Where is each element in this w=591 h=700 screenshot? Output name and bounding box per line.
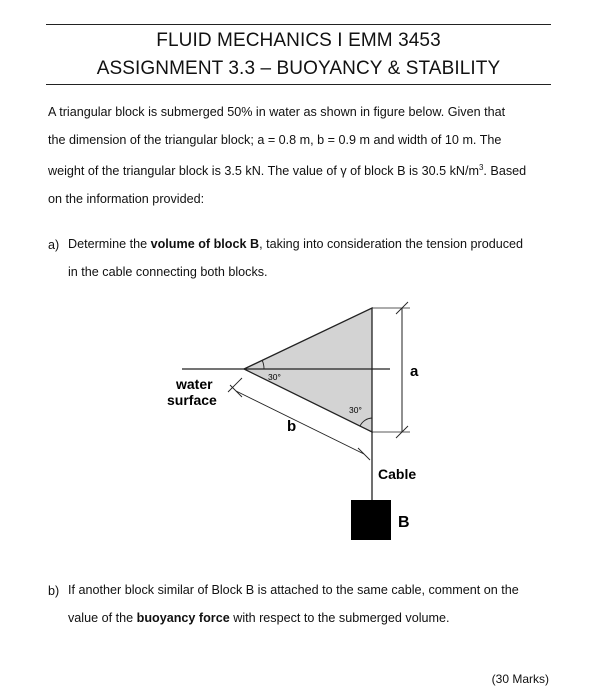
water-label: water: [176, 376, 213, 392]
angle-bottom-label: 30°: [349, 405, 362, 415]
surface-label: surface: [167, 392, 217, 408]
question-a-text: Determine the volume of block B, taking into consideration the tension produced in the cable connecting both blocks.: [68, 237, 524, 279]
intro-line-1: A triangular block is submerged 50% in water as shown in figure below. Given that: [48, 105, 506, 119]
dimension-b-start-tick: [230, 385, 242, 397]
question-b-label: b): [48, 584, 60, 598]
intro-line-4: on the information provided:: [48, 192, 205, 207]
cable-label: Cable: [378, 466, 417, 482]
dimension-b-end-tick: [358, 448, 370, 460]
angle-top-label: 30°: [268, 372, 281, 382]
label-b: b: [287, 418, 297, 435]
marks-label: (30 Marks): [491, 672, 549, 686]
intro-line-3: weight of the triangular block is 3.5 kN. The value of γ of block B is 30.5 $kN/m^3$. Based: [48, 163, 527, 179]
course-title: FLUID MECHANICS I EMM 3453: [156, 30, 441, 51]
assignment-title: ASSIGNMENT 3.3 – BUOYANCY & STABILITY: [96, 58, 501, 79]
question-b-text: If another block similar of Block B is attached to the same cable, comment on the value of the buoyancy force with respect to the submerged volume.: [68, 583, 519, 625]
label-a: a: [410, 363, 419, 380]
block-b: [351, 500, 391, 540]
intro-line-2: the dimension of the triangular block; a = 0.8 m, b = 0.9 m and width of 10 m. The: [48, 133, 502, 147]
block-b-label: B: [398, 514, 410, 531]
question-a-label: a): [48, 238, 60, 252]
